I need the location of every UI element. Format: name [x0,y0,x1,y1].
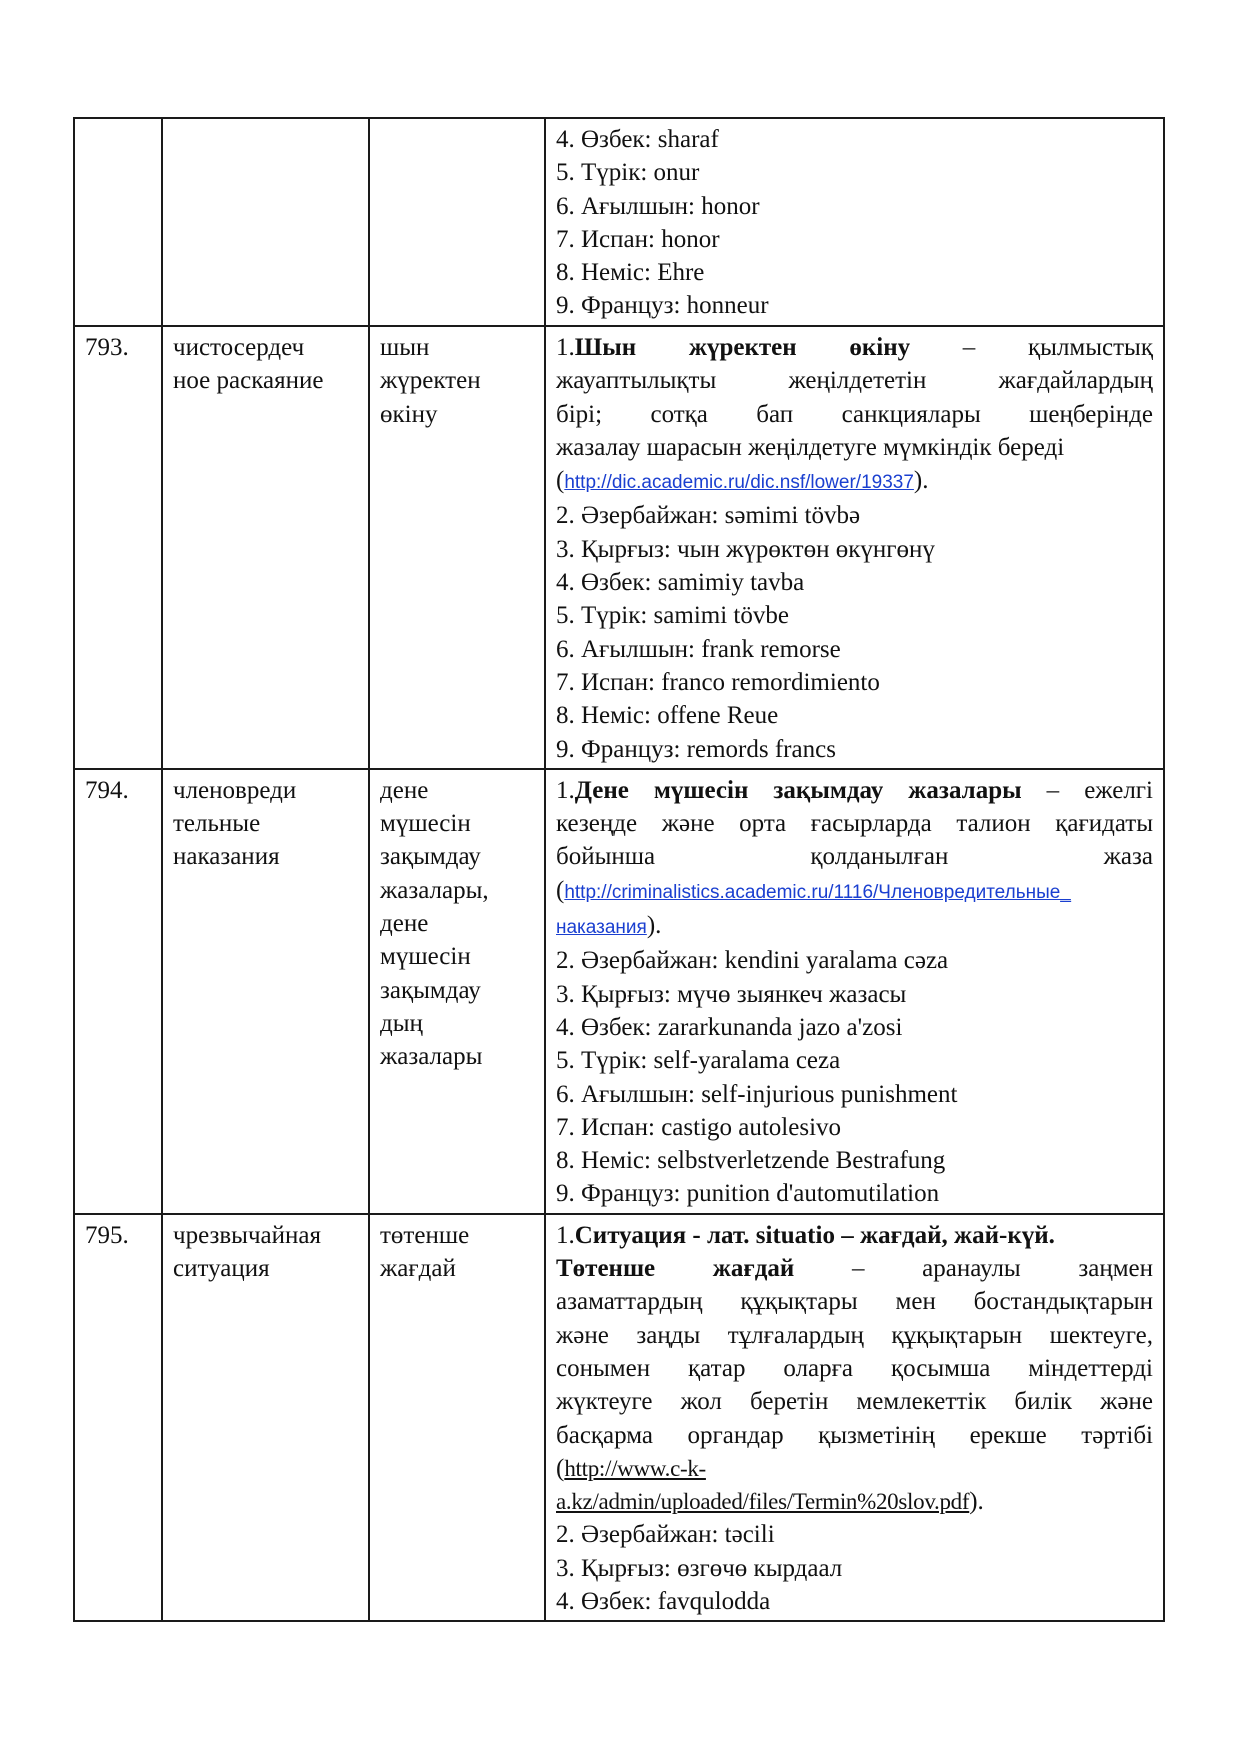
definition-line: 1.Шын жүректен өкіну – қылмыстық [556,334,1153,361]
translation-line: 9. Француз: honneur [556,292,769,320]
russian-term: чистосердеч ное раскаяние [162,326,369,769]
russian-term: чрезвычайная ситуация [162,1214,369,1622]
translation-line: 6. Ағылшын: frank remorse [556,635,841,663]
table-row [74,118,1164,326]
kazakh-term: төтенше жағдай [369,1214,545,1622]
entry-number-cell [74,118,162,326]
definition-cell [545,118,1164,326]
translation-line: 2. Әзербайжан: səmimi tövbə [556,502,861,530]
translation-line: 8. Неміс: selbstverletzende Bestrafung [556,1147,946,1175]
translation-line: 2. Әзербайжан: təcili [556,1521,775,1549]
defined-term: Төтенше жағдай [556,1255,795,1283]
translation-line: 4. Өзбек: favqulodda [556,1587,771,1615]
definition-cell [545,1214,1164,1622]
table-row [74,326,1164,769]
source-link[interactable]: наказания [556,917,647,939]
defined-term: Шын жүректен өкіну [574,334,911,361]
table-row [74,1214,1164,1622]
translation-line: 8. Неміс: Ehre [556,259,705,287]
definition-line: 1.Дене мүшесін зақымдау жазалары – ежелгі [556,776,1154,804]
russian-term: членовреди тельные наказания [162,769,369,1214]
source-link[interactable]: http://dic.academic.ru/dic.nsf/lower/19337 [564,472,914,494]
translation-line: 3. Қырғыз: өзгөчө кырдаал [556,1554,843,1582]
source-line: (http://www.c-k- [556,1454,706,1482]
definition-line: жүктеуге жол беретін мемлекеттік билік және [556,1388,1153,1416]
definition-line: жауаптылықты жеңілдететін жағдайлардың [556,367,1153,395]
translation-line: 7. Испан: franco remordimiento [556,668,880,696]
translation-line: 5. Түрік: self-yaralama ceza [556,1047,841,1075]
russian-term-cell [162,118,369,326]
source-link[interactable]: http://www.c-k- [564,1455,706,1481]
definition-cell [545,769,1164,1214]
translation-line: 6. Ағылшын: honor [556,192,760,220]
definition-heading: Ситуация - лат. situatio – жағдай, жай-күй. [574,1221,1055,1249]
kazakh-term: шын жүректен өкіну [369,326,545,769]
translation-line: 3. Қырғыз: мүчө зыянкеч жазасы [556,980,907,1008]
translation-line: 4. Өзбек: zararkunanda jazo a'zosi [556,1013,903,1041]
source-link[interactable]: a.kz/admin/uploaded/files/Termin%20slov.pdf [556,1489,970,1515]
translation-line: 5. Түрік: onur [556,159,700,187]
definition-line: бірі; сотқа бап санкциялары шеңберінде [556,400,1153,428]
definition-line: Төтенше жағдай – аранаулы заңмен [556,1255,1154,1283]
translation-line: 2. Әзербайжан: kendini yaralama cəza [556,947,949,975]
translation-line: 4. Өзбек: sharaf [556,126,719,153]
source-line: наказания). [556,912,662,940]
definition-line: және заңды тұлғалардың құқықтарын шектеуге, [556,1321,1153,1349]
glossary-table [73,117,1165,1622]
entry-number: 795. [74,1214,162,1622]
source-line: a.kz/admin/uploaded/files/Termin%20slov.pdf). [556,1488,984,1516]
definition-line: басқарма органдар қызметінің ерекше тәртібі [556,1421,1153,1449]
defined-term: Дене мүшесін зақымдау жазалары [574,776,1022,804]
translation-line: 7. Испан: castigo autolesivo [556,1113,842,1141]
translation-line: 9. Француз: punition d'automutilation [556,1180,940,1208]
definition-line: кезеңде және орта ғасырларда талион қағидаты [556,810,1153,838]
definition-line: жазалау шарасын жеңілдетуге мүмкіндік береді [556,433,1065,461]
translation-line: 6. Ағылшын: self-injurious punishment [556,1080,958,1108]
entry-number: 794. [74,769,162,1214]
translation-line: 9. Француз: remords francs [556,735,836,763]
definition-line: бойынша қолданылған жаза [556,843,1153,871]
definition-line: 1.Ситуация - лат. situatio – жағдай, жай-күй. [556,1221,1055,1249]
translation-line: 7. Испан: honor [556,225,720,253]
kazakh-term: дене мүшесін зақымдау жазалары, дене мүшесін зақымдау дың жазалары [369,769,545,1214]
entry-number: 793. [74,326,162,769]
translation-line: 5. Түрік: samimi tövbe [556,602,789,630]
definition-line: азаматтардың құқықтары мен бостандықтарын [556,1288,1153,1316]
source-line: (http://criminalistics.academic.ru/1116/Членовредительные_ [556,876,1071,904]
translation-line: 3. Қырғыз: чын жүрөктөн өкүнгөнү [556,535,935,563]
translation-line: 8. Неміс: offene Reue [556,702,779,730]
source-line: (http://dic.academic.ru/dic.nsf/lower/19337). [556,467,929,495]
definition-line: сонымен қатар оларға қосымша міндеттерді [556,1354,1153,1382]
definition-cell [545,326,1164,769]
kazakh-term-cell [369,118,545,326]
translation-line: 4. Өзбек: samimiy tavba [556,569,805,597]
source-link[interactable]: http://criminalistics.academic.ru/1116/Членовредительные_ [564,881,1071,903]
table-row [74,769,1164,1214]
